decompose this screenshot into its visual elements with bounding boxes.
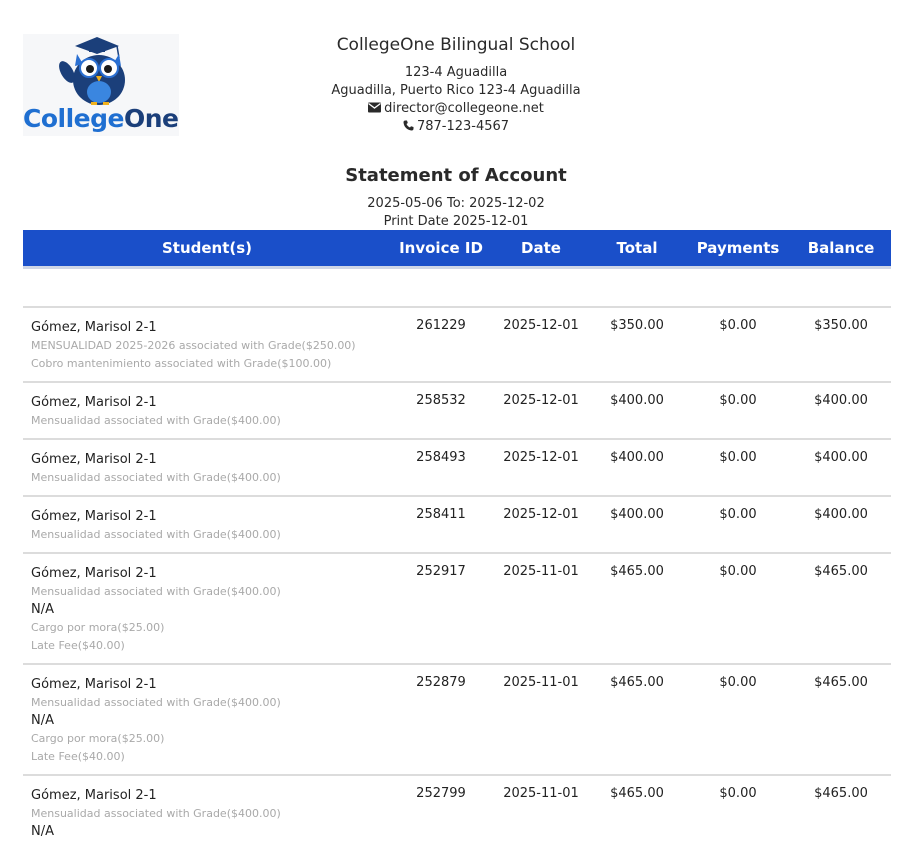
line-item-detail: Mensualidad associated with Grade($400.00) <box>31 585 281 598</box>
payments-cell: $0.00 <box>719 507 757 522</box>
invoice-table-body <box>23 306 891 849</box>
table-header <box>23 230 891 269</box>
phone-icon <box>403 120 414 131</box>
line-item-detail: Mensualidad associated with Grade($400.00) <box>31 414 281 427</box>
header-invoice-id: Invoice ID <box>399 239 483 257</box>
statement-date-range: 2025-05-06 To: 2025-12-02 <box>367 196 545 211</box>
balance-cell: $465.00 <box>814 786 868 801</box>
header-payments: Payments <box>696 239 780 257</box>
student-cell <box>23 497 891 552</box>
total-cell: $400.00 <box>610 450 664 465</box>
header-total: Total <box>616 239 658 257</box>
line-group-label: N/A <box>31 824 54 839</box>
line-item-detail: Cobro mantenimiento associated with Grade($100.00) <box>31 357 332 370</box>
line-group-label: N/A <box>31 713 54 728</box>
statement-print-date: Print Date 2025-12-01 <box>383 214 529 229</box>
invoice-id-cell: 252799 <box>416 786 466 801</box>
invoice-id-cell: 252879 <box>416 675 466 690</box>
header-student: Student(s) <box>161 239 253 257</box>
invoice-id-cell: 252917 <box>416 564 466 579</box>
student-cell <box>23 440 891 495</box>
logo-text-part1: College <box>23 104 124 133</box>
line-item-detail: Cargo por mora($25.00) <box>31 732 165 745</box>
line-item-detail: Mensualidad associated with Grade($400.00) <box>31 696 281 709</box>
line-item-detail: MENSUALIDAD 2025-2026 associated with Grade($250.00) <box>31 339 356 352</box>
payments-cell: $0.00 <box>719 318 757 333</box>
statement-title: Statement of Account <box>345 165 567 186</box>
line-item-detail: Mensualidad associated with Grade($400.00) <box>31 471 281 484</box>
student-name: Gómez, Marisol 2-1 <box>31 452 157 467</box>
total-cell: $400.00 <box>610 507 664 522</box>
total-cell: $465.00 <box>610 564 664 579</box>
line-group-label: N/A <box>31 602 54 617</box>
date-cell: 2025-11-01 <box>503 786 579 801</box>
total-cell: $465.00 <box>610 675 664 690</box>
student-name: Gómez, Marisol 2-1 <box>31 788 157 803</box>
school-email-line <box>0 100 912 118</box>
table-row <box>23 663 891 774</box>
header-balance: Balance <box>807 239 875 257</box>
date-cell: 2025-12-01 <box>503 393 579 408</box>
header-date: Date <box>521 239 561 257</box>
table-row <box>23 774 891 849</box>
balance-cell: $350.00 <box>814 318 868 333</box>
school-email[interactable]: director@collegeone.net <box>384 101 544 116</box>
student-name: Gómez, Marisol 2-1 <box>31 566 157 581</box>
logo-text-part2: One <box>123 104 179 133</box>
date-cell: 2025-12-01 <box>503 507 579 522</box>
school-info <box>0 34 912 136</box>
date-cell: 2025-12-01 <box>503 450 579 465</box>
school-address-line1: 123-4 Aguadilla <box>404 65 508 80</box>
balance-cell: $465.00 <box>814 675 868 690</box>
student-name: Gómez, Marisol 2-1 <box>31 677 157 692</box>
table-row <box>23 552 891 663</box>
invoice-id-cell: 258411 <box>416 507 466 522</box>
table-row <box>23 381 891 438</box>
payments-cell: $0.00 <box>719 675 757 690</box>
total-cell: $465.00 <box>610 786 664 801</box>
invoice-id-cell: 258532 <box>416 393 466 408</box>
line-item-detail: Late Fee($40.00) <box>31 639 125 652</box>
line-item-detail: Cargo por mora($25.00) <box>31 621 165 634</box>
table-row <box>23 495 891 552</box>
invoice-id-cell: 258493 <box>416 450 466 465</box>
total-cell: $400.00 <box>610 393 664 408</box>
statement-range-block <box>0 195 912 231</box>
student-name: Gómez, Marisol 2-1 <box>31 395 157 410</box>
envelope-icon <box>368 102 381 113</box>
payments-cell: $0.00 <box>719 786 757 801</box>
date-cell: 2025-11-01 <box>503 564 579 579</box>
school-address-line2: Aguadilla, Puerto Rico 123-4 Aguadilla <box>331 83 581 98</box>
student-name: Gómez, Marisol 2-1 <box>31 320 157 335</box>
school-name: CollegeOne Bilingual School <box>336 35 576 55</box>
date-cell: 2025-11-01 <box>503 675 579 690</box>
line-item-detail: Mensualidad associated with Grade($400.00) <box>31 528 281 541</box>
school-phone-line <box>0 118 912 136</box>
payments-cell: $0.00 <box>719 450 757 465</box>
invoice-id-cell: 261229 <box>416 318 466 333</box>
payments-cell: $0.00 <box>719 564 757 579</box>
balance-cell: $400.00 <box>814 450 868 465</box>
line-item-detail: Mensualidad associated with Grade($400.00) <box>31 807 281 820</box>
payments-cell: $0.00 <box>719 393 757 408</box>
table-row <box>23 306 891 381</box>
school-phone[interactable]: 787-123-4567 <box>416 119 510 134</box>
date-cell: 2025-12-01 <box>503 318 579 333</box>
total-cell: $350.00 <box>610 318 664 333</box>
balance-cell: $465.00 <box>814 564 868 579</box>
line-item-detail: Late Fee($40.00) <box>31 750 125 763</box>
balance-cell: $400.00 <box>814 507 868 522</box>
table-row <box>23 438 891 495</box>
balance-cell: $400.00 <box>814 393 868 408</box>
student-name: Gómez, Marisol 2-1 <box>31 509 157 524</box>
student-cell <box>23 383 891 438</box>
